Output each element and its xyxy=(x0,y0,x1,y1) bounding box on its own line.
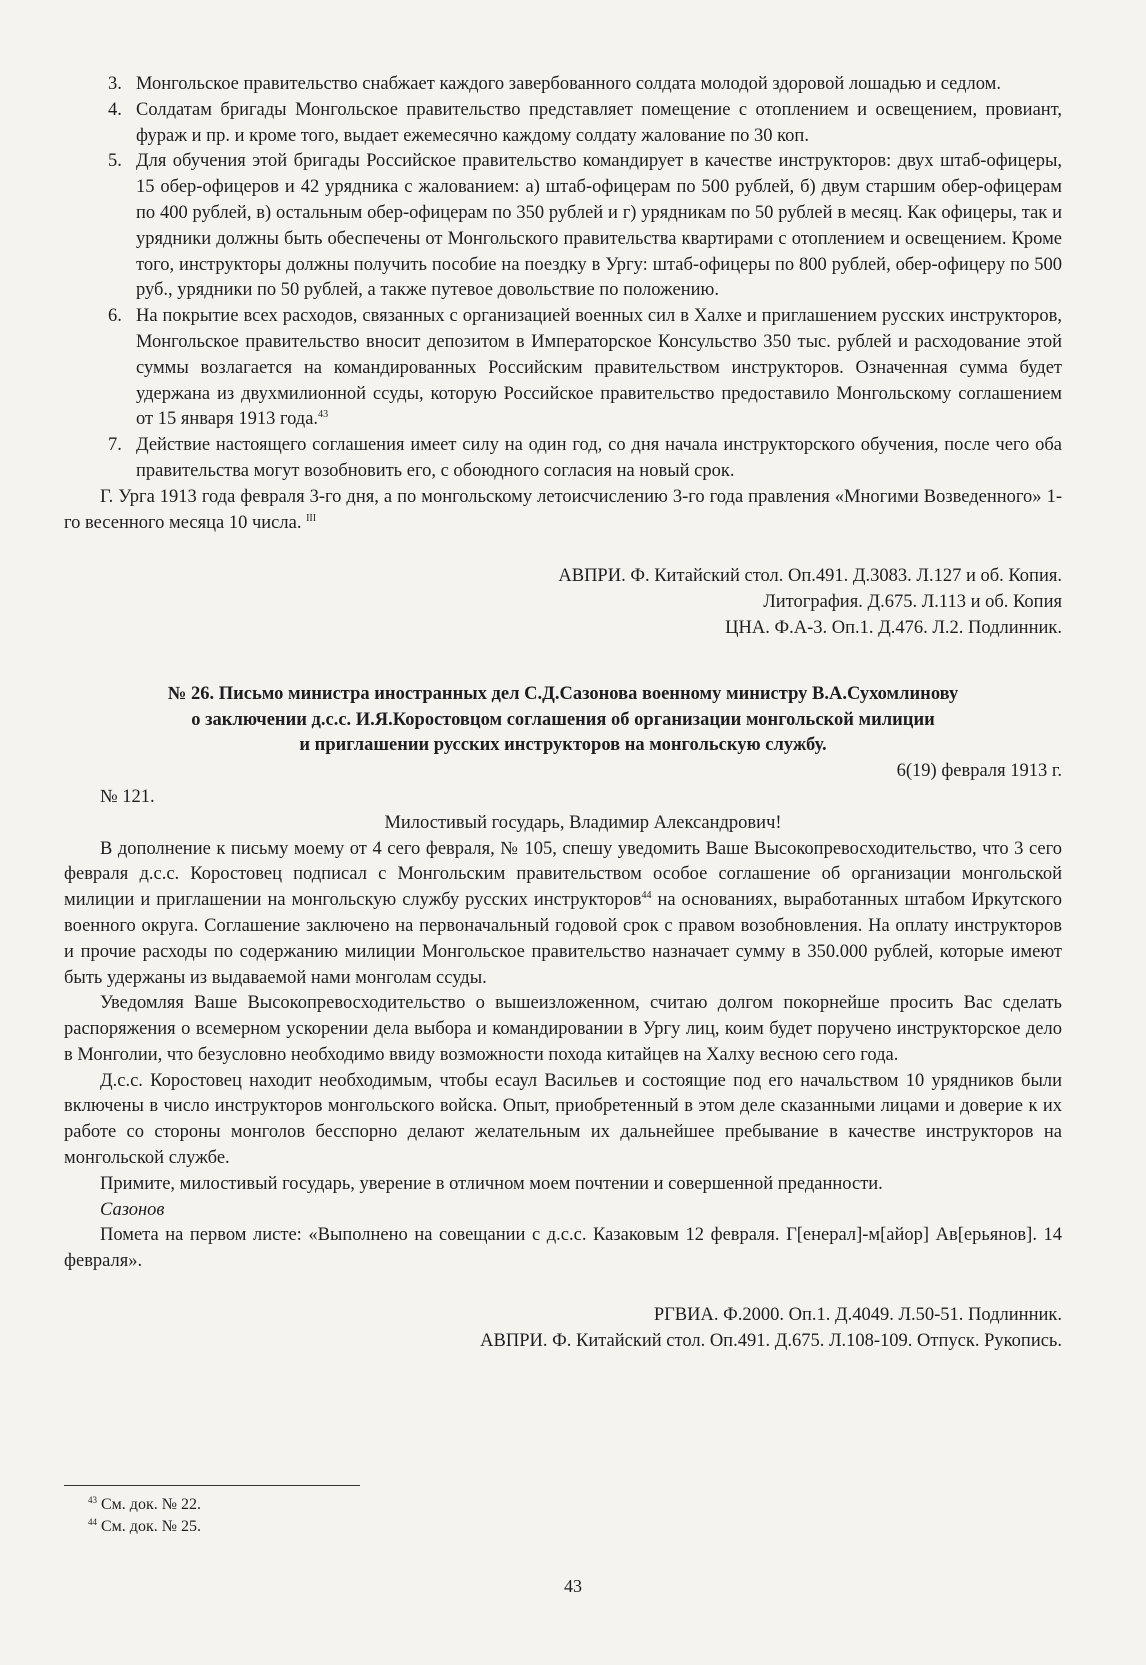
title-line: № 26. Письмо министра иностранных дел С.Д.Сазонова военному министру В.А.Сухомлинову xyxy=(167,683,959,704)
document-date: 6(19) февраля 1913 г. xyxy=(896,761,1062,782)
document-title xyxy=(64,682,1062,759)
list-number: 5. xyxy=(108,151,122,172)
footnote-44 xyxy=(88,1516,201,1538)
footnote-text: См. док. № 22. xyxy=(101,1496,201,1513)
letter-number: № 121. xyxy=(100,786,155,807)
signature: Сазонов xyxy=(100,1199,165,1220)
archive-source: АВПРИ. Ф. Китайский стол. Оп.491. Д.3083. Л.127 и об. Копия. xyxy=(558,566,1062,587)
archive-source: ЦНА. Ф.А-3. Оп.1. Д.476. Л.2. Подлинник. xyxy=(725,617,1062,638)
list-number: 6. xyxy=(108,306,122,327)
footnote-number: 43 xyxy=(88,1495,97,1505)
closing-paragraph xyxy=(64,485,1062,537)
list-text: Для обучения этой бригады Российское правительство командирует в качестве инструкторов: двух штаб-офицеры, 15 обер-офицеров и 42 урядника с жалованием: а) штаб-офицерам по 500 рублей, б) двум старшим обер-офицерам по 400 рублей, в) остальным обер-офицерам по 350 рублей и г) урядникам по 50 рублей в месяц. Как офицеры, так и урядники должны быть обеспечены от Монгольского правительства квартирами с отоплением и освещением. Кроме того, инструкторы должны получить пособие на поездку в Ургу: штаб-офицеры по 800 рублей, обер-офицеру по 500 руб., урядники по 50 рублей, а также путевое довольствие по положению. xyxy=(136,151,1062,301)
letter-text: на основаниях, выработанных штабом Иркутского военного округа. Соглашение заключено на первоначальный годовой срок с правом возобновления. На оплату инструкторов и прочие расходы по содержанию милиции Монгольское правительство назначает сумму в 350.000 рублей, которые имеют быть удержаны из выдаваемой нами монголам ссуды. xyxy=(64,890,1062,988)
salutation: Милостивый государь, Владимир Александрович! xyxy=(384,812,782,833)
title-line: и приглашении русских инструкторов на монгольскую службу. xyxy=(299,735,827,756)
list-item-7 xyxy=(64,433,1062,485)
footnote-text: См. док. № 25. xyxy=(101,1518,201,1535)
title-line: о заключении д.с.с. И.Я.Коростовцом соглашения об организации монгольской милиции xyxy=(191,709,935,730)
archive-sources-1 xyxy=(64,564,1062,641)
note-ref: III xyxy=(306,512,317,524)
list-item-4 xyxy=(64,98,1062,150)
list-item-3 xyxy=(64,72,1062,98)
archive-source: АВПРИ. Ф. Китайский стол. Оп.491. Д.675. Л.108-109. Отпуск. Рукопись. xyxy=(480,1330,1062,1351)
page-body xyxy=(64,72,1062,1355)
archive-source: Литография. Д.675. Л.113 и об. Копия xyxy=(763,592,1062,613)
margin-note: Помета на первом листе: «Выполнено на совещании с д.с.с. Казаковым 12 февраля. Г[енерал]-м[айор] Ав[ерьянов]. 14 февраля». xyxy=(64,1225,1062,1272)
list-item-6 xyxy=(64,304,1062,433)
list-item-5 xyxy=(64,149,1062,304)
letter-paragraph-4: Примите, милостивый государь, уверение в отличном моем почтении и совершенной преданности. xyxy=(100,1173,883,1194)
footnote-divider xyxy=(64,1485,360,1486)
list-text: Монгольское правительство снабжает каждого завербованного солдата молодой здоровой лошадью и седлом. xyxy=(136,74,1001,94)
closing-text: Г. Урга 1913 года февраля 3-го дня, а по монгольскому летоисчислению 3-го года правления «Многими Возведенного» 1-го весенного месяца 10 числа. xyxy=(64,486,1062,533)
archive-source: РГВИА. Ф.2000. Оп.1. Д.4049. Л.50-51. Подлинник. xyxy=(653,1305,1062,1326)
letter-paragraph-2: Уведомляя Ваше Высокопревосходительство о вышеизложенном, считаю долгом покорнейше просить Вас сделать распоряжения о всемерном ускорении дела выбора и командировании в Ургу лиц, коим будет поручено инструкторское дело в Монголии, что безусловно необходимо ввиду возможности похода китайцев на Халху весною сего года. xyxy=(64,993,1062,1065)
list-number: 7. xyxy=(108,435,122,456)
letter-text: В дополнение к письму моему от 4 сего февраля, № 105, спешу уведомить Ваше Высокопревосходительство, что 3 сего февраля д.с.с. Коростовец подписал с Монгольским правительством особое соглашение об организации монгольской милиции и приглашении на монгольскую службу русских инструкторов xyxy=(64,838,1062,911)
letter-paragraph-1 xyxy=(64,837,1062,992)
letter-paragraph-3: Д.с.с. Коростовец находит необходимым, чтобы есаул Васильев и состоящие под его начальством 10 урядников были включены в число инструкторов монгольского войска. Опыт, приобретенный в этом деле сказанными лицами и доверие к их работе со стороны монголов бесспорно делают желательным их дальнейшее пребывание в качестве инструкторов на монгольской службе. xyxy=(64,1070,1062,1169)
list-text: Действие настоящего соглашения имеет силу на один год, со дня начала инструкторского обучения, после чего оба правительства могут возобновить его, с обоюдного согласия на новый срок. xyxy=(136,435,1062,481)
list-number: 3. xyxy=(108,74,122,94)
page-number: 43 xyxy=(564,1576,582,1596)
archive-sources-2 xyxy=(64,1303,1062,1355)
footnote-43 xyxy=(88,1494,201,1516)
list-text: Солдатам бригады Монгольское правительство представляет помещение с отоплением и освещением, провиант, фураж и пр. и кроме того, выдает ежемесячно каждому солдату жалование по 30 коп. xyxy=(136,99,1062,146)
footnote-ref[interactable]: 43 xyxy=(318,409,329,421)
footnotes xyxy=(88,1494,201,1538)
list-text: На покрытие всех расходов, связанных с организацией военных сил в Халхе и приглашением русских инструкторов, Монгольское правительство вносит депозитом в Императорское Консульство 350 тыс. рублей и расходование этой суммы возлагается на командированных Российским правительством инструкторов. Означенная сумма будет удержана из двухмилионной ссуды, которую Российское правительство предоставило Монгольскому соглашением от 15 января 1913 года. xyxy=(136,306,1062,430)
footnote-ref[interactable]: 44 xyxy=(641,890,652,902)
footnote-number: 44 xyxy=(88,1517,97,1527)
list-number: 4. xyxy=(108,99,122,120)
